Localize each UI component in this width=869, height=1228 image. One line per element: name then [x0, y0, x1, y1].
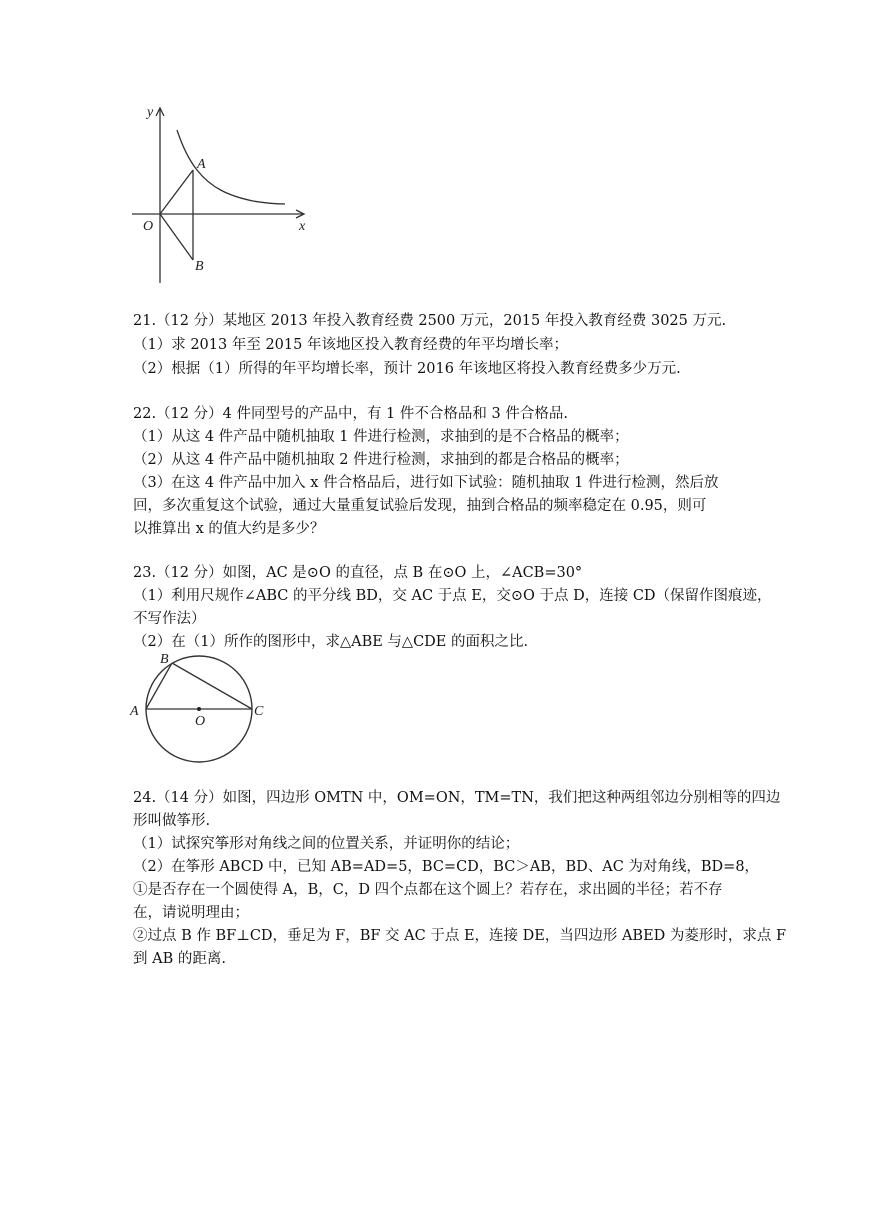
q24-stem-line1: 24.（14 分）如图，四边形 OMTN 中，OM=ON，TM=TN，我们把这种两组邻边分别相等的四边: [133, 790, 781, 806]
label-x: x: [299, 219, 306, 234]
q22-part3-line1: （3）在这 4 件产品中加入 x 件合格品后，进行如下试验：随机抽取 1 件进行检测，然后放: [133, 475, 719, 491]
hyperbola-figure: [125, 100, 325, 290]
q22-part2: （2）从这 4 件产品中随机抽取 2 件进行检测，求抽到的都是合格品的概率；: [133, 452, 629, 468]
q21-part1: （1）求 2013 年至 2015 年该地区投入教育经费的年平均增长率；: [133, 337, 568, 353]
q23-part1-line1: （1）利用尺规作∠ABC 的平分线 BD，交 AC 于点 E，交⊙O 于点 D，连接 CD（保留作图痕迹，: [133, 588, 772, 604]
q23-part2: （2）在（1）所作的图形中，求△ABE 与△CDE 的面积之比.: [133, 634, 529, 650]
q22-part3-line2: 回，多次重复这个试验，通过大量重复试验后发现，抽到合格品的频率稳定在 0.95，则可: [133, 498, 707, 514]
label-c: C: [254, 704, 264, 719]
q22-part3-line3: 以推算出 x 的值大约是多少？: [133, 521, 325, 537]
label-a: A: [197, 157, 206, 172]
q22-stem: 22.（12 分）4 件同型号的产品中，有 1 件不合格品和 3 件合格品.: [133, 406, 568, 422]
q24-sub1-line1: ①是否存在一个圆使得 A，B，C，D 四个点都在这个圆上？若存在，求出圆的半径；若不存: [133, 882, 723, 898]
q24-part2: （2）在筝形 ABCD 中，已知 AB=AD=5，BC=CD，BC＞AB，BD、AC 为对角线，BD=8，: [133, 859, 760, 875]
q24-sub2-line1: ②过点 B 作 BF⊥CD，垂足为 F，BF 交 AC 于点 E，连接 DE，当四边形 ABED 为菱形时，求点 F: [133, 928, 787, 944]
segment-bc: [172, 663, 252, 709]
segment-ab: [146, 663, 172, 709]
q24-sub1-line2: 在，请说明理由；: [133, 905, 249, 921]
q21-stem: 21.（12 分）某地区 2013 年投入教育经费 2500 万元，2015 年投入教育经费 3025 万元.: [133, 313, 727, 329]
label-b: B: [160, 652, 169, 667]
segment-ob: [160, 214, 193, 260]
label-y: y: [147, 105, 154, 120]
label-o: O: [143, 219, 154, 234]
q21-part2: （2）根据（1）所得的年平均增长率，预计 2016 年该地区将投入教育经费多少万元.: [133, 361, 681, 377]
segment-oa: [160, 170, 193, 214]
q23-stem: 23.（12 分）如图，AC 是⊙O 的直径，点 B 在⊙O 上，∠ACB=30°: [133, 565, 583, 581]
label-b: B: [195, 259, 204, 274]
label-a: A: [130, 704, 139, 719]
q22-part1: （1）从这 4 件产品中随机抽取 1 件进行检测，求抽到的是不合格品的概率；: [133, 429, 629, 445]
q24-part1: （1）试探究筝形对角线之间的位置关系，并证明你的结论；: [133, 836, 520, 852]
q24-sub2-line2: 到 AB 的距离.: [133, 951, 226, 967]
q24-stem-line2: 形叫做筝形.: [133, 813, 211, 829]
q23-part1-line2: 不写作法）: [133, 611, 206, 627]
circle-figure: [125, 648, 275, 773]
label-o: O: [195, 714, 206, 729]
center-dot: [197, 707, 201, 711]
